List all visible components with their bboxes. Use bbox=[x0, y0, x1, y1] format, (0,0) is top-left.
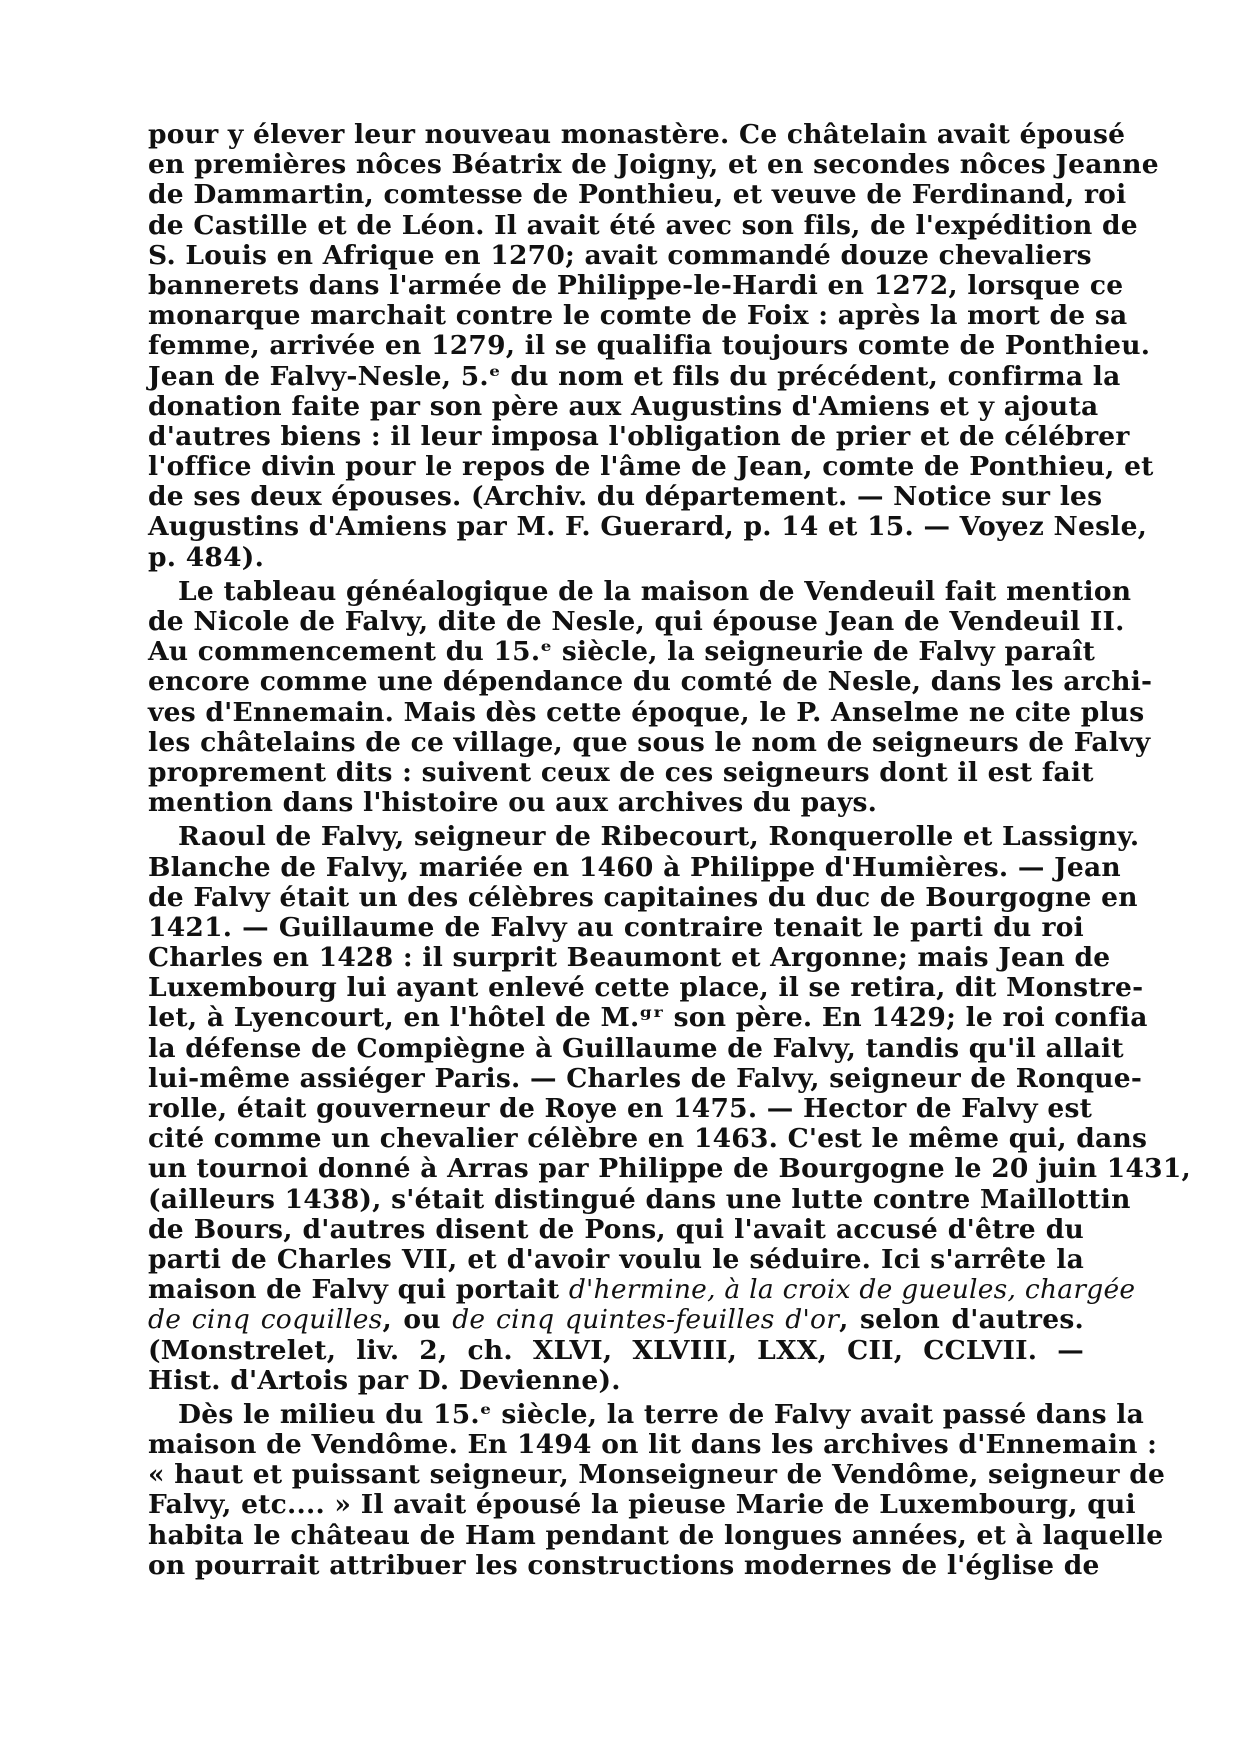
paragraph-1 bbox=[148, 119, 1159, 573]
text-line: mention dans l'histoire ou aux archives du pays. bbox=[148, 787, 878, 819]
text-line: pour y élever leur nouveau monastère. Ce châtelain avait épousé bbox=[148, 119, 1126, 150]
text-line: l'office divin pour le repos de l'âme de Jean, comte de Ponthieu, et bbox=[148, 451, 1154, 483]
text-line: cité comme un chevalier célèbre en 1463. C'est le même qui, dans bbox=[148, 1123, 1148, 1155]
text-line: (ailleurs 1438), s'était distingué dans une lutte contre Maillottin bbox=[148, 1183, 1131, 1215]
text-line: de ses deux épouses. (Archiv. du département. — Notice sur les bbox=[148, 481, 1103, 513]
text-line: ves d'Ennemain. Mais dès cette époque, le P. Anselme ne cite plus bbox=[148, 696, 1145, 728]
text-line: 1421. — Guillaume de Falvy au contraire tenait le parti du roi bbox=[148, 911, 1084, 943]
text-line: Charles en 1428 : il surprit Beaumont et Argonne; mais Jean de bbox=[148, 942, 1111, 974]
text-line: proprement dits : suivent ceux de ces seigneurs dont il est fait bbox=[148, 756, 1094, 788]
text-line: de Dammartin, comtesse de Ponthieu, et veuve de Ferdinand, roi bbox=[148, 179, 1127, 211]
text-line-heraldry bbox=[148, 1274, 1136, 1306]
text-line: de Nicole de Falvy, dite de Nesle, qui épouse Jean de Vendeuil II. bbox=[148, 606, 1125, 637]
text-line: donation faite par son père aux Augustins d'Amiens et y ajouta bbox=[148, 390, 1099, 422]
text-run: , selon d'autres. bbox=[839, 1304, 1084, 1336]
paragraph-4 bbox=[148, 1398, 1166, 1581]
text-line: lui-même assiéger Paris. — Charles de Falvy, seigneur de Ronque- bbox=[148, 1062, 1143, 1094]
text-line: (Monstrelet, liv. 2, ch. XLVI, XLVIII, LXX, CII, CCLVII. — bbox=[148, 1334, 1084, 1366]
italic-run: de cinq quintes-feuilles d'or bbox=[452, 1304, 840, 1336]
text-line: en premières nôces Béatrix de Joigny, et en secondes nôces Jeanne bbox=[148, 149, 1159, 181]
body-text bbox=[148, 119, 1191, 1581]
text-line: Blanche de Falvy, mariée en 1460 à Philippe d'Humières. — Jean bbox=[148, 851, 1121, 883]
text-line: les châtelains de ce village, que sous le nom de seigneurs de Falvy bbox=[148, 726, 1151, 758]
text-line: un tournoi donné à Arras par Philippe de Bourgogne le 20 juin 1431, bbox=[148, 1153, 1191, 1185]
text-line: Jean de Falvy-Nesle, 5.ᵉ du nom et fils du précédent, confirma la bbox=[148, 360, 1121, 392]
text-line: rolle, était gouverneur de Roye en 1475. — Hector de Falvy est bbox=[148, 1093, 1093, 1124]
paragraph-3 bbox=[148, 821, 1191, 1396]
text-line: femme, arrivée en 1279, il se qualifia toujours comte de Ponthieu. bbox=[148, 330, 1151, 362]
text-line-heraldry bbox=[148, 1305, 1084, 1335]
text-line: d'autres biens : il leur imposa l'obligation de prier et de célébrer bbox=[148, 420, 1130, 452]
italic-run: d'hermine, à la croix de gueules, chargée bbox=[568, 1274, 1136, 1306]
text-line: Falvy, etc.... » Il avait épousé la pieuse Marie de Luxembourg, qui bbox=[148, 1489, 1136, 1521]
paragraph-2 bbox=[148, 575, 1153, 819]
text-line: de Bours, d'autres disent de Pons, qui l'avait accusé d'être du bbox=[148, 1213, 1084, 1245]
text-line: on pourrait attribuer les constructions modernes de l'église de bbox=[148, 1549, 1100, 1581]
text-line: monarque marchait contre le comte de Foix : après la mort de sa bbox=[148, 300, 1128, 332]
text-line: Le tableau généalogique de la maison de Vendeuil fait mention bbox=[178, 575, 1132, 607]
text-line: encore comme une dépendance du comté de Nesle, dans les archi- bbox=[148, 666, 1153, 698]
text-line: p. 484). bbox=[148, 541, 265, 573]
text-run: , ou bbox=[382, 1304, 453, 1336]
text-line: Dès le milieu du 15.ᵉ siècle, la terre de Falvy avait passé dans la bbox=[178, 1398, 1145, 1430]
text-line: Raoul de Falvy, seigneur de Ribecourt, Ronquerolle et Lassigny. bbox=[178, 821, 1140, 853]
text-line: parti de Charles VII, et d'avoir voulu le séduire. Ici s'arrête la bbox=[148, 1243, 1084, 1275]
text-line: la défense de Compiègne à Guillaume de Falvy, tandis qu'il allait bbox=[148, 1032, 1124, 1064]
text-line: de Castille et de Léon. Il avait été avec son fils, de l'expédition de bbox=[148, 209, 1138, 241]
text-line: bannerets dans l'armée de Philippe-le-Hardi en 1272, lorsque ce bbox=[148, 269, 1124, 301]
text-line: Hist. d'Artois par D. Devienne). bbox=[148, 1364, 621, 1396]
text-line: maison de Vendôme. En 1494 on lit dans les archives d'Ennemain : bbox=[148, 1429, 1158, 1461]
text-line: de Falvy était un des célèbres capitaines du duc de Bourgogne en bbox=[148, 881, 1138, 913]
text-line: let, à Lyencourt, en l'hôtel de M.ᵍʳ son père. En 1429; le roi confia bbox=[148, 1002, 1148, 1034]
text-line: S. Louis en Afrique en 1270; avait commandé douze chevaliers bbox=[148, 239, 1092, 271]
text-line: Augustins d'Amiens par M. F. Guerard, p. 14 et 15. — Voyez Nesle, bbox=[148, 511, 1148, 543]
text-line: « haut et puissant seigneur, Monseigneur de Vendôme, seigneur de bbox=[148, 1459, 1166, 1491]
text-run: maison de Falvy qui portait bbox=[148, 1274, 569, 1306]
text-line: Au commencement du 15.ᵉ siècle, la seigneurie de Falvy paraît bbox=[148, 636, 1096, 668]
text-line: Luxembourg lui ayant enlevé cette place, il se retira, dit Monstre- bbox=[148, 972, 1144, 1004]
text-line: habita le château de Ham pendant de longues années, et à laquelle bbox=[148, 1519, 1164, 1551]
italic-run: de cinq coquilles bbox=[148, 1304, 383, 1336]
